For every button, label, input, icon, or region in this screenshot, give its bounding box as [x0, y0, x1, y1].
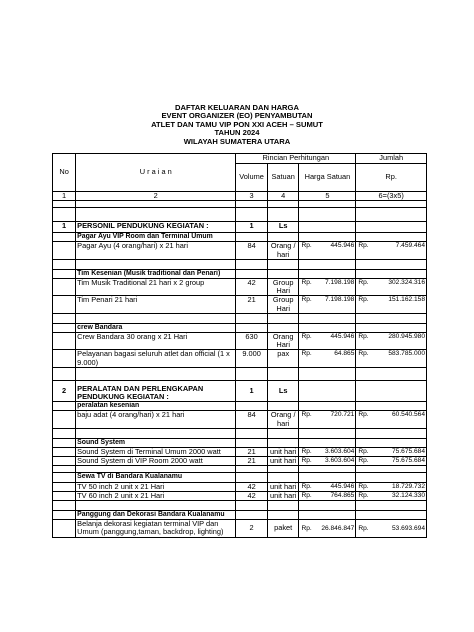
spacer-row [53, 201, 427, 208]
row-volume: 42 [236, 482, 268, 491]
document-title [0, 104, 474, 146]
col-number: 6=(3x5) [356, 192, 427, 201]
group-title: Sound System [76, 438, 236, 447]
row-description: Belanja dekorasi kegiatan terminal VIP dan Umum (panggung,taman, backdrop, lighting) [76, 520, 236, 537]
currency: Rp. [301, 350, 312, 358]
row-total: 32.124.330 [391, 491, 425, 499]
group-title: Panggung dan Dekorasi Bandara Kualanamu [76, 511, 236, 520]
row-description: Pagar Ayu (4 orang/hari) x 21 hari [76, 242, 236, 259]
title-line: ATLET DAN TAMU VIP PON XXI ACEH – SUMUT [151, 119, 323, 129]
title-line: EVENT ORGANIZER (EO) PENYAMBUTAN [161, 111, 313, 121]
section-volume: 1 [236, 380, 268, 401]
header-rincian: Rincian Perhitungan [236, 154, 356, 164]
row-satuan: unit hari [267, 457, 299, 466]
currency: Rp. [301, 296, 312, 304]
spacer-row [53, 466, 427, 473]
row-volume: 42 [236, 491, 268, 500]
group-row [53, 511, 427, 520]
section-volume: 1 [236, 222, 268, 233]
group-row [53, 269, 427, 278]
section-no: 1 [53, 222, 76, 233]
row-total: 60.540.564 [391, 411, 425, 419]
table-row [53, 520, 427, 537]
table-row [53, 333, 427, 350]
row-description: baju adat (4 orang/hari) x 21 hari [76, 411, 236, 428]
group-title: Pagar Ayu VIP Room dan Terminal Umum [76, 233, 236, 242]
currency: Rp. [301, 482, 312, 490]
row-price: 26.846.847 [321, 525, 355, 533]
row-total: 18.729.732 [391, 482, 425, 490]
group-row [53, 473, 427, 482]
table-row [53, 491, 427, 500]
row-volume: 21 [236, 457, 268, 466]
row-price: 445.946 [330, 333, 355, 341]
row-satuan: Group Hari [267, 296, 299, 313]
row-satuan: Orang Hari [267, 333, 299, 350]
group-title: Tim Kesenian (Musik traditional dan Penari) [76, 269, 236, 278]
row-price: 764.865 [330, 491, 355, 499]
row-description: Crew Bandara 30 orang x 21 Hari [76, 333, 236, 350]
currency: Rp. [301, 242, 312, 250]
group-title: peralatan kesenian [76, 402, 236, 411]
row-satuan: unit hari [267, 448, 299, 457]
currency: Rp. [301, 411, 312, 419]
currency: Rp. [358, 279, 369, 287]
header-uraian: U r a i a n [76, 154, 236, 192]
group-row [53, 402, 427, 411]
currency: Rp. [358, 333, 369, 341]
table-row [53, 482, 427, 491]
currency: Rp. [301, 491, 312, 499]
row-price: 445.946 [330, 242, 355, 250]
header-no: No [53, 154, 76, 192]
spacer-row [53, 208, 427, 222]
row-description: Sound System di VIP Room 2000 watt [76, 457, 236, 466]
section-title: PERSONIL PENDUKUNG KEGIATAN : [76, 222, 236, 233]
currency: Rp. [301, 457, 312, 465]
currency: Rp. [358, 296, 369, 304]
row-total: 302.324.316 [388, 279, 425, 287]
row-price: 3.603.604 [325, 457, 355, 465]
table-row [53, 296, 427, 313]
header-volume: Volume [236, 164, 268, 192]
col-number: 3 [236, 192, 268, 201]
currency: Rp. [358, 350, 369, 358]
currency: Rp. [358, 411, 369, 419]
group-row [53, 438, 427, 447]
currency: Rp. [358, 491, 369, 499]
table-row [53, 411, 427, 428]
section-satuan: Ls [267, 222, 299, 233]
row-description: Sound System di Terminal Umum 2000 watt [76, 448, 236, 457]
group-title: Sewa TV di Bandara Kualanamu [76, 473, 236, 482]
row-total: 583.785.000 [388, 350, 425, 358]
table-row [53, 350, 427, 367]
currency: Rp. [358, 242, 369, 250]
section-row [53, 222, 427, 233]
row-total: 75.675.684 [391, 448, 425, 456]
group-row [53, 323, 427, 332]
row-volume: 21 [236, 448, 268, 457]
budget-table [52, 153, 427, 538]
spacer-row [53, 428, 427, 438]
spacer-row [53, 501, 427, 511]
row-total: 280.945.980 [388, 333, 425, 341]
title-line: WILAYAH SUMATERA UTARA [183, 136, 291, 146]
row-volume: 42 [236, 279, 268, 296]
section-row [53, 380, 427, 401]
row-volume: 21 [236, 296, 268, 313]
row-satuan: Orang / hari [267, 411, 299, 428]
col-number: 2 [76, 192, 236, 201]
row-total: 75.675.684 [391, 457, 425, 465]
currency: Rp. [301, 525, 312, 533]
table-row [53, 242, 427, 259]
row-description: Tim Penari 21 hari [76, 296, 236, 313]
row-satuan: Group Hari [267, 279, 299, 296]
row-volume: 630 [236, 333, 268, 350]
section-satuan: Ls [267, 380, 299, 401]
group-title: crew Bandara [76, 323, 236, 332]
row-satuan: unit hari [267, 482, 299, 491]
row-price: 64.865 [334, 350, 355, 358]
col-number: 5 [299, 192, 356, 201]
header-jumlah: Jumlah [356, 154, 427, 164]
header-rp: Rp. [356, 164, 427, 192]
row-total: 53.693.694 [391, 525, 425, 533]
row-volume: 9.000 [236, 350, 268, 367]
group-row [53, 233, 427, 242]
title-line: TAHUN 2024 [214, 128, 260, 138]
table-row [53, 448, 427, 457]
currency: Rp. [358, 525, 369, 533]
row-volume: 84 [236, 242, 268, 259]
row-satuan: unit hari [267, 491, 299, 500]
spacer-row [53, 259, 427, 269]
row-price: 720.721 [330, 411, 355, 419]
row-satuan: paket [267, 520, 299, 537]
currency: Rp. [358, 448, 369, 456]
header-harga-satuan: Harga Satuan [299, 164, 356, 192]
table-row [53, 457, 427, 466]
title-line: DAFTAR KELUARAN DAN HARGA [175, 103, 299, 112]
row-volume: 84 [236, 411, 268, 428]
col-number: 1 [53, 192, 76, 201]
header-satuan: Satuan [267, 164, 299, 192]
row-total: 7.459.464 [395, 242, 425, 250]
currency: Rp. [358, 482, 369, 490]
currency: Rp. [358, 457, 369, 465]
row-price: 7.198.198 [325, 296, 355, 304]
row-satuan: pax [267, 350, 299, 367]
row-price: 3.603.604 [325, 448, 355, 456]
spacer-row [53, 367, 427, 380]
currency: Rp. [301, 279, 312, 287]
currency: Rp. [301, 448, 312, 456]
currency: Rp. [301, 333, 312, 341]
row-satuan: Orang / hari [267, 242, 299, 259]
col-number: 4 [267, 192, 299, 201]
row-description: TV 60 inch 2 unit x 21 Hari [76, 491, 236, 500]
spacer-row [53, 313, 427, 323]
row-price: 445.946 [330, 482, 355, 490]
row-total: 151.162.158 [388, 296, 425, 304]
section-no: 2 [53, 380, 76, 401]
row-description: Pelayanan bagasi seluruh atlet dan official (1 x 9.000) [76, 350, 236, 367]
table-row [53, 279, 427, 296]
row-volume: 2 [236, 520, 268, 537]
row-description: Tim Musik Traditional 21 hari x 2 group [76, 279, 236, 296]
section-title: PERALATAN DAN PERLENGKAPAN PENDUKUNG KEGIATAN : [76, 380, 236, 401]
row-description: TV 50 inch 2 unit x 21 Hari [76, 482, 236, 491]
row-price: 7.198.198 [325, 279, 355, 287]
